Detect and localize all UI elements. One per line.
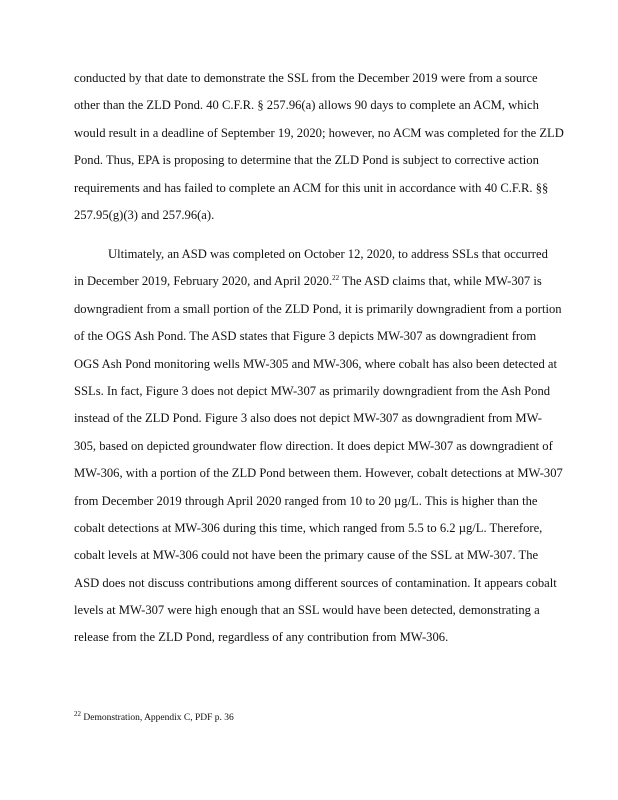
text-line: release from the ZLD Pond, regardless of any contribution from MW-306. [74, 630, 449, 645]
paragraph-1 [74, 70, 602, 234]
text-line: other than the ZLD Pond. 40 C.F.R. § 257.96(a) allows 90 days to complete an ACM, which [74, 98, 539, 113]
text-line: levels at MW-307 were high enough that an SSL would have been detected, demonstrating a [74, 603, 540, 618]
text-line: 305, based on depicted groundwater flow direction. It does depict MW-307 as downgradient of [74, 438, 553, 453]
text-line: cobalt detections at MW-306 during this time, which ranged from 5.5 to 6.2 µg/L. Therefore, [74, 520, 543, 535]
text-line: OGS Ash Pond monitoring wells MW-305 and MW-306, where cobalt has also been detected at [74, 356, 558, 371]
footnote-reference: 22 [332, 274, 340, 283]
text-line: downgradient from a small portion of the ZLD Pond, it is primarily downgradient from a portion [74, 301, 562, 316]
text-line: requirements and has failed to complete an ACM for this unit in accordance with 40 C.F.R. §§ [74, 180, 549, 195]
text-line: Ultimately, an ASD was completed on October 12, 2020, to address SSLs that occurred [108, 247, 548, 261]
text-line: Pond. Thus, EPA is proposing to determine that the ZLD Pond is subject to corrective action [74, 153, 539, 168]
text-line: SSLs. In fact, Figure 3 does not depict MW-307 as primarily downgradient from the Ash Pond [74, 383, 551, 398]
text-line: MW-306, with a portion of the ZLD Pond between them. However, cobalt detections at MW-307 [74, 466, 563, 481]
text-fragment: in December 2019, February 2020, and April 2020. [74, 274, 333, 289]
text-line: ASD does not discuss contributions among different sources of contamination. It appears cobalt [74, 575, 557, 590]
footnote [74, 709, 602, 724]
text-line-with-footnote [74, 273, 602, 300]
footnote-text: Demonstration, Appendix C, PDF p. 36 [83, 713, 234, 723]
paragraph-2 [74, 246, 602, 657]
text-line: from December 2019 through April 2020 ranged from 10 to 20 µg/L. This is higher than the [74, 493, 538, 508]
text-fragment-rest: The ASD claims that, while MW-307 is [339, 274, 542, 289]
text-line: would result in a deadline of September 19, 2020; however, no ACM was completed for the ZLD [74, 125, 564, 140]
text-line: cobalt levels at MW-306 could not have been the primary cause of the SSL at MW-307. The [74, 548, 539, 563]
text-line: conducted by that date to demonstrate the SSL from the December 2019 were from a source [74, 71, 538, 85]
text-line: 257.95(g)(3) and 257.96(a). [74, 207, 215, 222]
footnote-number: 22 [74, 709, 81, 718]
text-line: of the OGS Ash Pond. The ASD states that Figure 3 depicts MW-307 as downgradient from [74, 329, 537, 344]
text-line: instead of the ZLD Pond. Figure 3 also does not depict MW-307 as downgradient from MW- [74, 411, 542, 426]
